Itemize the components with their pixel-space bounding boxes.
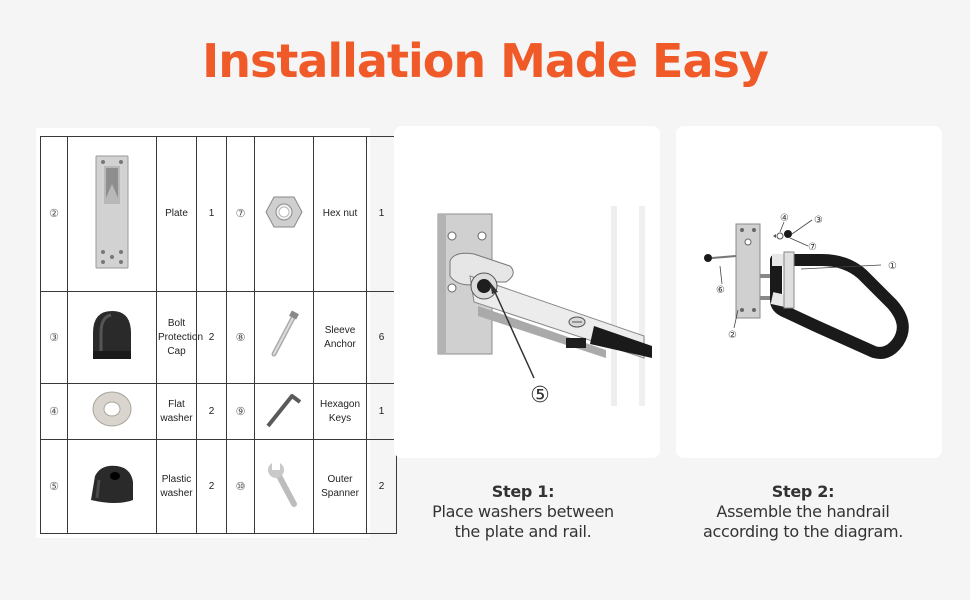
plastic-washer-icon: [87, 460, 137, 508]
part-image: [255, 440, 314, 534]
step2-caption: [670, 482, 936, 542]
step1-callout-label: ⑤: [530, 383, 550, 408]
part-name: Bolt Protection Cap: [157, 292, 197, 384]
part-qty: 2: [367, 440, 397, 534]
step1-description-line1: Place washers between: [432, 502, 614, 521]
step2-label-6: ⑥: [716, 285, 725, 296]
step2-label-3: ③: [814, 215, 823, 226]
table-row: [41, 440, 397, 534]
parts-table: [40, 136, 397, 534]
part-name: Plate: [157, 137, 197, 292]
step2-label-2: ②: [728, 330, 737, 341]
bolt-cap-icon: [87, 307, 137, 363]
step2-label-7: ⑦: [808, 242, 817, 253]
step1-title: Step 1:: [491, 482, 555, 501]
page-title: Installation Made Easy: [202, 34, 768, 88]
part-name: Sleeve Anchor: [314, 292, 367, 384]
part-name: Outer Spanner: [314, 440, 367, 534]
parts-list-panel: [36, 128, 385, 538]
part-qty: 1: [197, 137, 227, 292]
step2-description-line2: according to the diagram.: [702, 522, 904, 541]
part-qty: 2: [197, 384, 227, 440]
step2-title: Step 2:: [771, 482, 835, 501]
hex-nut-icon: [264, 195, 304, 229]
part-name: Flat washer: [157, 384, 197, 440]
table-row: [41, 292, 397, 384]
part-number: ⑧: [227, 292, 255, 384]
part-image: [68, 292, 157, 384]
part-name: Hexagon Keys: [314, 384, 367, 440]
part-name: Plastic washer: [157, 440, 197, 534]
step2-image-card: [676, 126, 942, 458]
part-qty: 2: [197, 292, 227, 384]
step1-image-card: [394, 126, 660, 458]
part-number: ③: [41, 292, 68, 384]
step2-description-line1: Assemble the handrail: [716, 502, 890, 521]
part-number: ②: [41, 137, 68, 292]
part-number: ⑤: [41, 440, 68, 534]
hex-key-icon: [262, 388, 306, 430]
table-row: [41, 137, 397, 292]
part-qty: 2: [197, 440, 227, 534]
part-image: [68, 384, 157, 440]
part-qty: 6: [367, 292, 397, 384]
part-qty: 1: [367, 384, 397, 440]
part-qty: 1: [367, 137, 397, 292]
part-name: Hex nut: [314, 137, 367, 292]
part-number: ⑦: [227, 137, 255, 292]
part-image: [255, 292, 314, 384]
step2-label-4: ④: [780, 213, 789, 224]
mounting-plate-icon: [94, 154, 130, 270]
part-number: ⑨: [227, 384, 255, 440]
part-image: [68, 440, 157, 534]
part-number: ④: [41, 384, 68, 440]
spanner-icon: [266, 460, 302, 508]
part-image: [255, 384, 314, 440]
step1-description-line2: the plate and rail.: [454, 522, 592, 541]
step2-diagram: [676, 126, 942, 458]
step1-caption: [390, 482, 656, 542]
sleeve-anchor-icon: [264, 310, 304, 360]
part-image: [255, 137, 314, 292]
step1-diagram: [394, 126, 660, 458]
part-image: [68, 137, 157, 292]
part-number: ⑩: [227, 440, 255, 534]
step2-label-1: ①: [888, 261, 897, 272]
table-row: [41, 384, 397, 440]
flat-washer-icon: [90, 389, 134, 429]
